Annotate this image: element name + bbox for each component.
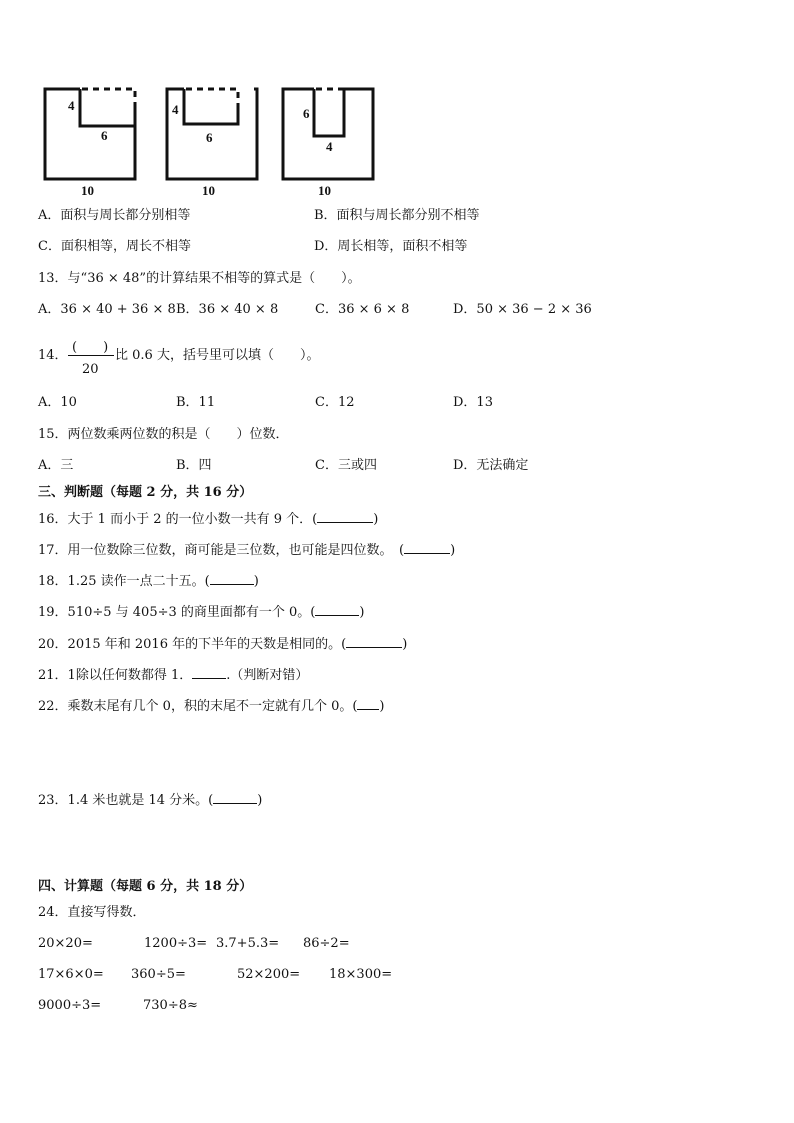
- question-21-blank[interactable]: [192, 666, 226, 679]
- q15-option-c: C．三或四: [315, 458, 377, 473]
- calc-r2-c2: 360÷5=: [131, 967, 186, 982]
- question-17: [38, 541, 455, 559]
- q14-option-a: A．10: [38, 395, 77, 410]
- question-17-text: 17．用一位数除三位数，商可能是三位数，也可能是四位数。 (: [38, 543, 405, 558]
- question-19: [38, 603, 364, 621]
- figure-3: [278, 84, 378, 198]
- question-23-text: 23．1.4 米也就是 14 分米。(: [38, 793, 214, 808]
- question-17-blank[interactable]: [404, 541, 450, 554]
- question-22: [38, 697, 385, 715]
- figure-3-base-label: 10: [318, 183, 331, 198]
- q14-option-b: B．11: [176, 395, 216, 410]
- question-23: [38, 791, 262, 809]
- question-16-text: 16．大于 1 而小于 2 的一位小数一共有 9 个．(: [38, 512, 318, 527]
- q12-option-c: C．面积相等，周长不相等: [38, 239, 191, 254]
- question-20-close: ): [402, 637, 408, 652]
- question-19-close: ): [359, 605, 365, 620]
- q14-number: 14．: [38, 348, 68, 363]
- calc-r1-c4: 86÷2=: [303, 936, 350, 951]
- question-21-text: 21．1除以任何数都得 1．: [38, 668, 193, 683]
- q14-option-d: D．13: [453, 395, 493, 410]
- q13-stem: 13．与“36 × 48”的计算结果不相等的算式是（ ）。: [38, 271, 361, 286]
- figure-3-left-label: 6: [303, 106, 310, 121]
- q24-stem: 24．直接写得数．: [38, 905, 146, 920]
- question-18-text: 18．1.25 读作一点二十五。(: [38, 574, 210, 589]
- question-20-text: 20．2015 年和 2016 年的下半年的天数是相同的。(: [38, 637, 347, 652]
- question-19-text: 19．510÷5 与 405÷3 的商里面都有一个 0。(: [38, 605, 316, 620]
- q15-option-a: A．三: [38, 458, 74, 473]
- calc-r2-c1: 17×6×0=: [38, 967, 104, 982]
- q12-option-d: D．周长相等，面积不相等: [314, 239, 468, 254]
- figure-2-inner-label: 6: [206, 130, 213, 145]
- q13-option-d: D．50 × 36 − 2 × 36: [453, 302, 592, 317]
- question-16: [38, 510, 378, 528]
- figure-2: [162, 84, 262, 198]
- question-23-blank[interactable]: [213, 791, 257, 804]
- q12-option-b: B．面积与周长都分别不相等: [314, 208, 480, 223]
- calc-r2-c4: 18×300=: [329, 967, 393, 982]
- q15-option-d: D．无法确定: [453, 458, 529, 473]
- calc-r3-c2: 730÷8≈: [143, 998, 198, 1013]
- calc-r3-c1: 9000÷3=: [38, 998, 102, 1013]
- question-22-text: 22．乘数末尾有几个 0，积的末尾不一定就有几个 0。(: [38, 699, 358, 714]
- figure-1-inner-label: 6: [101, 128, 108, 143]
- question-17-close: ): [450, 543, 456, 558]
- calc-r1-c2: 1200÷3=: [144, 936, 208, 951]
- figure-1: [40, 84, 140, 198]
- question-20-blank[interactable]: [346, 635, 402, 648]
- calc-r1-c3: 3.7+5.3=: [216, 936, 280, 951]
- calc-r2-c3: 52×200=: [237, 967, 301, 982]
- q14-stem: 比 0.6 大，括号里可以填（ ）。: [115, 348, 320, 363]
- question-18-close: ): [253, 574, 259, 589]
- question-22-blank[interactable]: [357, 697, 379, 710]
- figure-2-base-label: 10: [202, 183, 215, 198]
- question-22-close: ): [379, 699, 385, 714]
- q14-fraction-numerator: ( ): [72, 340, 109, 355]
- q14-fraction-denominator: 20: [82, 362, 99, 377]
- question-21-close: .（判断对错）: [226, 668, 309, 683]
- question-20: [38, 635, 407, 653]
- q13-option-a: A．36 × 40 + 36 × 8: [38, 302, 176, 317]
- q14-fraction-bar: [68, 355, 114, 356]
- section-3-heading: 三、判断题（每题 2 分，共 16 分）: [38, 485, 253, 500]
- figure-1-base-label: 10: [81, 183, 94, 198]
- figure-2-left-label: 4: [172, 102, 179, 117]
- question-21: [38, 666, 308, 684]
- q14-option-c: C．12: [315, 395, 355, 410]
- question-16-close: ): [373, 512, 379, 527]
- question-23-close: ): [257, 793, 263, 808]
- section-4-heading: 四、计算题（每题 6 分，共 18 分）: [38, 879, 253, 894]
- figure-3-inner-label: 4: [326, 139, 333, 154]
- question-18-blank[interactable]: [210, 572, 254, 585]
- q15-stem: 15．两位数乘两位数的积是（ ）位数．: [38, 427, 289, 442]
- q13-option-b: B．36 × 40 × 8: [176, 302, 279, 317]
- figure-1-left-label: 4: [68, 98, 75, 113]
- calc-r1-c1: 20×20=: [38, 936, 93, 951]
- q12-option-a: A．面积与周长都分别相等: [38, 208, 191, 223]
- q15-option-b: B．四: [176, 458, 212, 473]
- q13-option-c: C．36 × 6 × 8: [315, 302, 410, 317]
- question-18: [38, 572, 259, 590]
- question-19-blank[interactable]: [315, 603, 359, 616]
- question-16-blank[interactable]: [317, 510, 373, 523]
